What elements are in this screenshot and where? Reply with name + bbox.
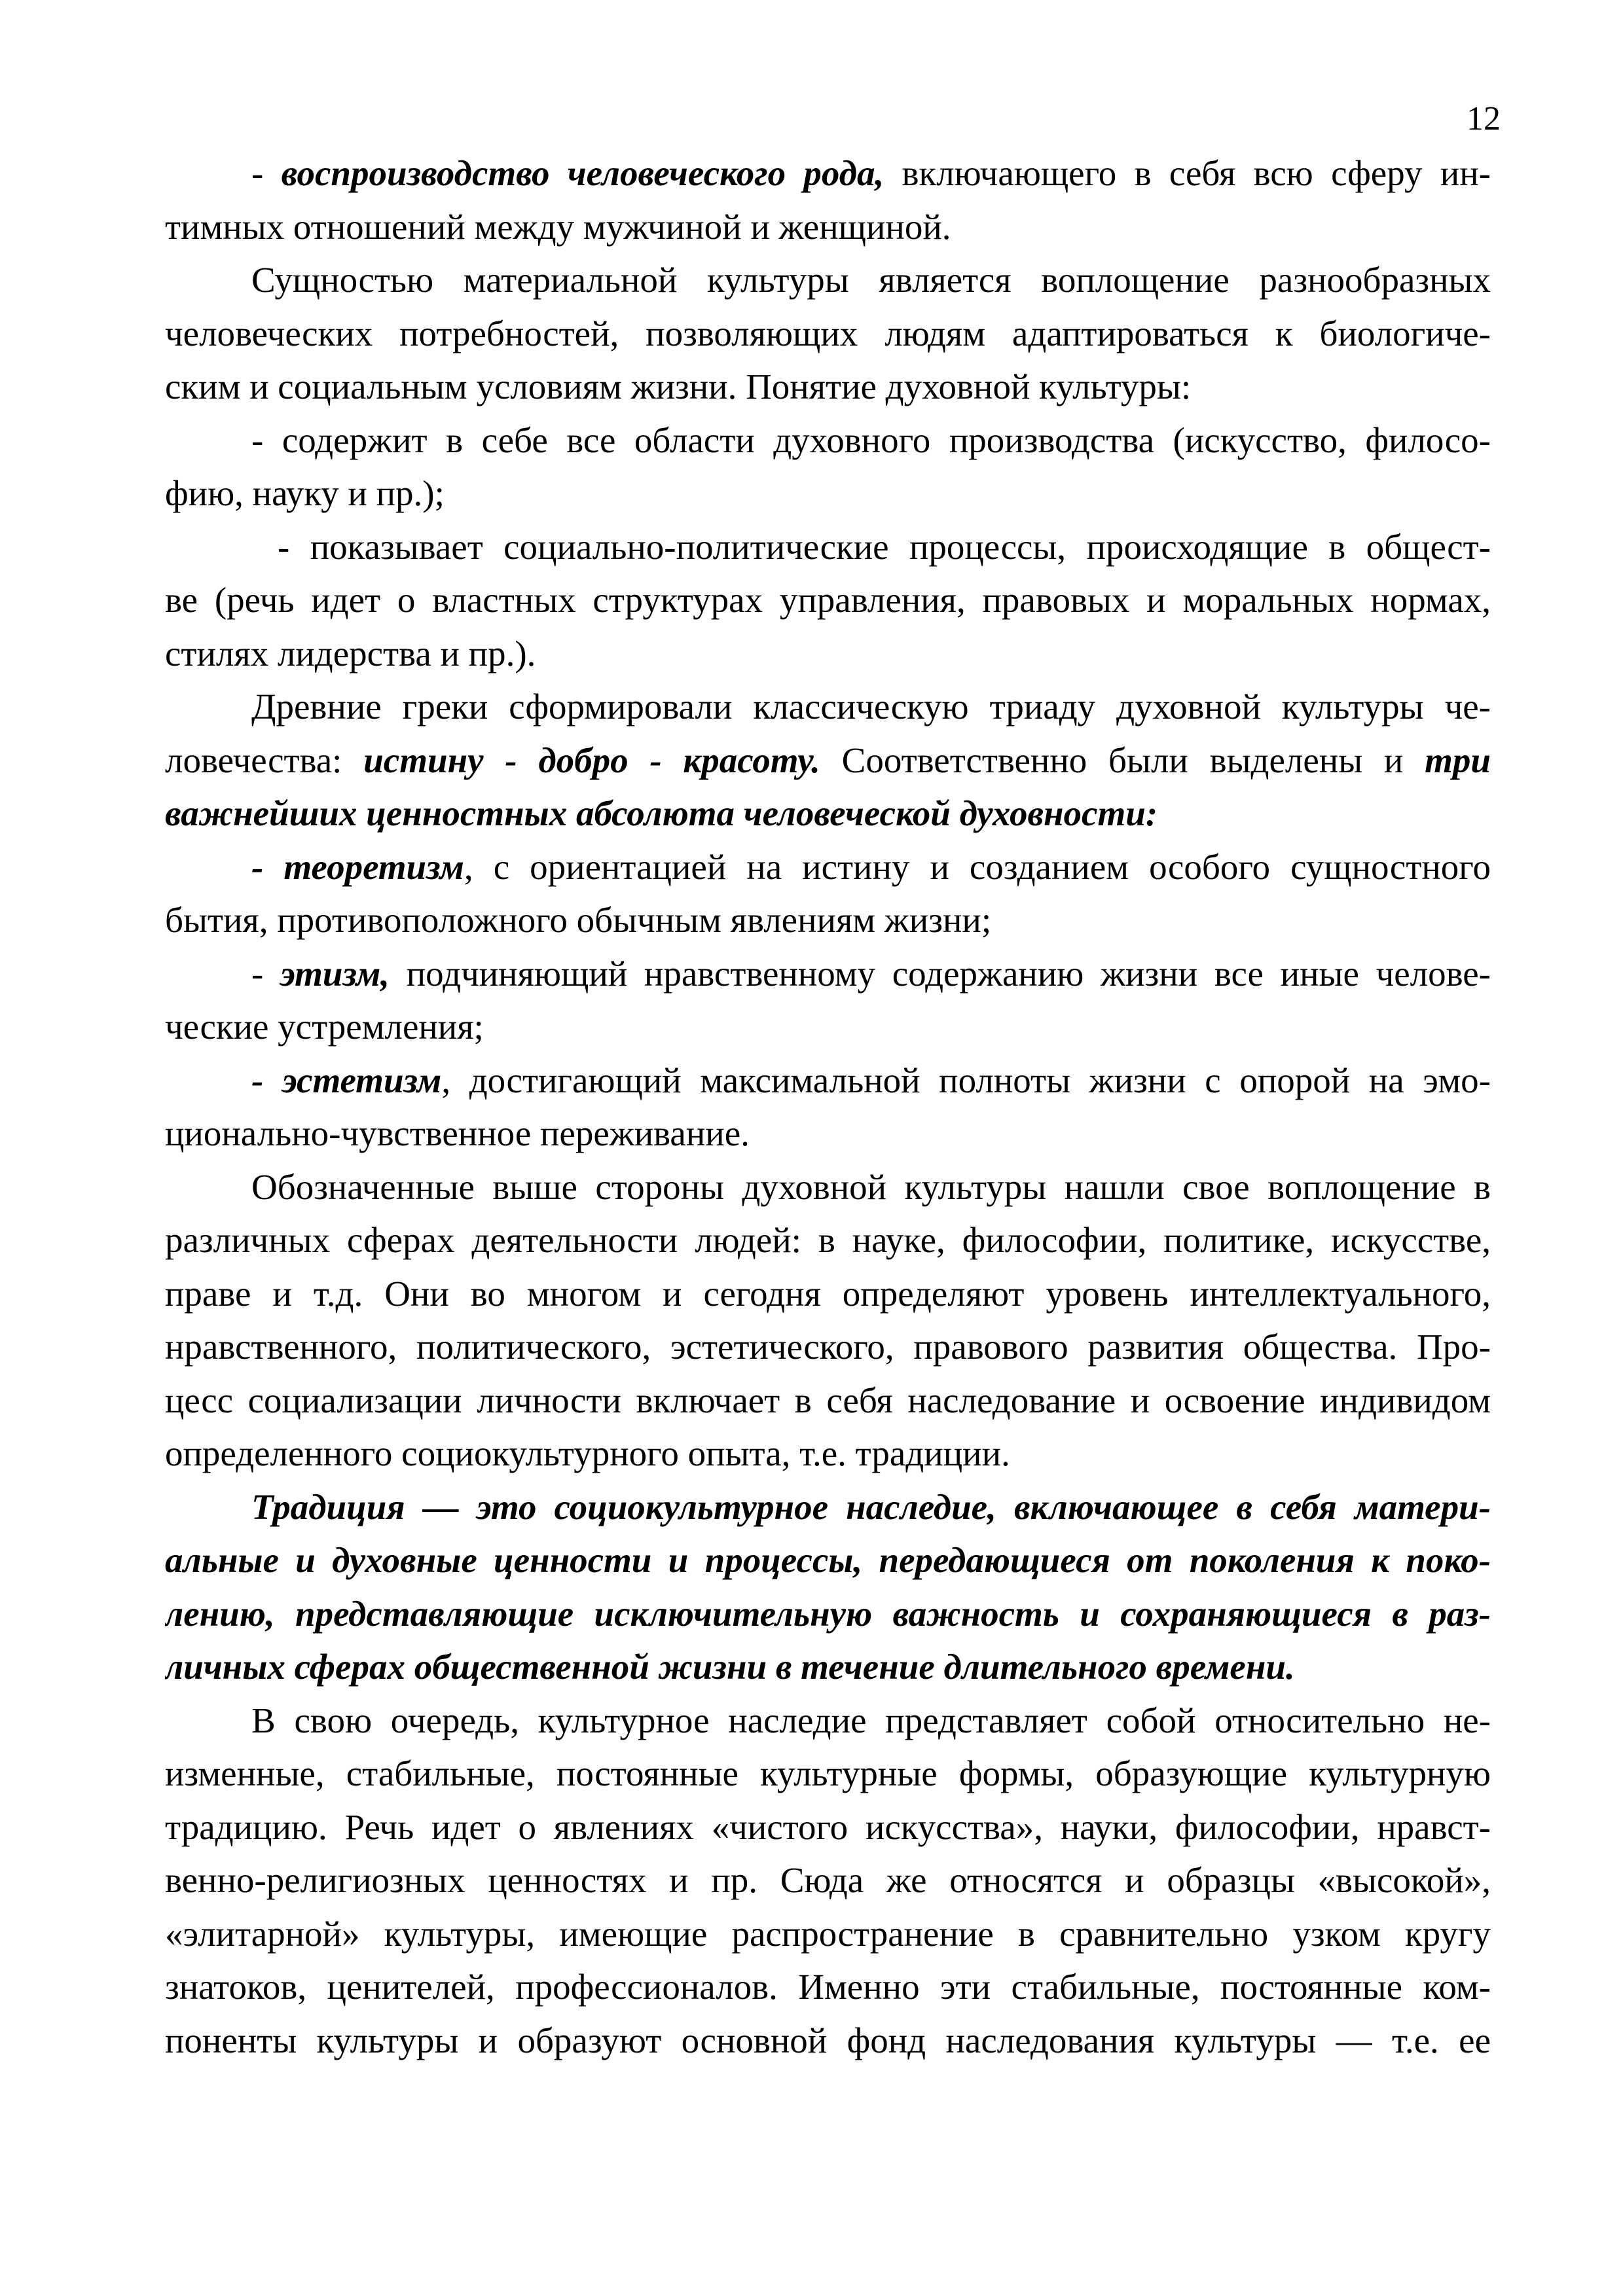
text-run: - xyxy=(251,153,282,193)
text-run: включающего в себя всю сферу ин- xyxy=(884,153,1491,193)
text-run: цесс социализации личности включает в себя наследование и освоение индивидом xyxy=(165,1380,1491,1420)
text-line xyxy=(165,1534,1491,1587)
text-run: ским и социальным условиям жизни. Понятие духовной культуры: xyxy=(165,367,1192,406)
emphasis-text: Традиция — это социокультурное наследие, включающее в себя матери- xyxy=(251,1486,1491,1527)
text-line xyxy=(165,467,1491,520)
emphasis-text: три xyxy=(1425,740,1491,780)
emphasis-text: - эстетизм xyxy=(251,1060,442,1100)
text-run: В свою очередь, культурное наследие представляет собой относительно не- xyxy=(251,1700,1491,1740)
text-run: венно-религиозных ценностях и пр. Сюда же относятся и образцы «высокой», xyxy=(165,1860,1491,1900)
text-line xyxy=(165,2014,1491,2068)
text-line xyxy=(165,1587,1491,1641)
text-run: Древние греки сформировали классическую триаду духовной культуры че- xyxy=(251,687,1491,726)
text-line xyxy=(165,947,1491,1001)
text-line xyxy=(165,1213,1491,1267)
document-body xyxy=(165,147,1491,2067)
text-line xyxy=(165,1374,1491,1427)
text-run: Обозначенные выше стороны духовной культуры нашли свое воплощение в xyxy=(251,1166,1491,1207)
text-run: различных сферах деятельности людей: в науке, философии, политике, искусстве, xyxy=(165,1220,1491,1260)
text-line xyxy=(165,1267,1491,1321)
emphasis-text: личных сферах общественной жизни в течение длительного времени. xyxy=(165,1647,1295,1687)
text-line xyxy=(165,1960,1491,2014)
text-run: нравственного, политического, эстетического, правового развития общества. Про- xyxy=(165,1327,1491,1367)
text-run: - содержит в себе все области духовного производства (искусство, филосо- xyxy=(251,420,1491,460)
text-run: ловечества: xyxy=(165,740,364,780)
text-line xyxy=(165,627,1491,681)
text-line xyxy=(165,1801,1491,1854)
text-run: , с ориентацией на истину и созданием особого сущностного xyxy=(464,846,1491,887)
text-run: изменные, стабильные, постоянные культурные формы, образующие культурную xyxy=(165,1753,1491,1793)
text-run: поненты культуры и образуют основной фонд наследования культуры — т.е. ее xyxy=(165,2020,1491,2060)
emphasis-text: истину - добро - красоту. xyxy=(363,740,820,780)
text-line xyxy=(165,840,1491,894)
text-line xyxy=(165,414,1491,467)
text-line xyxy=(165,573,1491,627)
text-run: ве (речь идет о властных структурах управления, правовых и моральных нормах, xyxy=(165,580,1491,620)
text-line xyxy=(165,1694,1491,1748)
text-run: «элитарной» культуры, имеющие распространение в сравнительно узком кругу xyxy=(165,1913,1491,1954)
text-run: знатоков, ценителей, профессионалов. Именно эти стабильные, постоянные ком- xyxy=(165,1967,1491,2007)
text-run: бытия, противоположного обычным явлениям жизни; xyxy=(165,900,992,940)
text-line xyxy=(165,1107,1491,1160)
text-line xyxy=(165,1054,1491,1107)
text-run: подчиняющий нравственному содержанию жизни все иные челове- xyxy=(390,953,1491,994)
emphasis-text: важнейших ценностных абсолюта человеческой духовности: xyxy=(165,793,1158,833)
text-run: традицию. Речь идет о явлениях «чистого искусства», науки, философии, нравст- xyxy=(165,1806,1491,1847)
text-line xyxy=(165,734,1491,787)
text-run: тимных отношений между мужчиной и женщиной. xyxy=(165,206,951,247)
text-line xyxy=(165,1160,1491,1214)
text-line xyxy=(165,307,1491,361)
text-line xyxy=(165,147,1491,200)
emphasis-text: альные и духовные ценности и процессы, передающиеся от поколения к поко- xyxy=(165,1540,1491,1580)
text-line xyxy=(165,1320,1491,1374)
text-run: Соответственно были выделены и xyxy=(820,740,1425,780)
text-line xyxy=(165,200,1491,254)
text-line xyxy=(165,1000,1491,1054)
text-line xyxy=(165,1480,1491,1534)
text-line xyxy=(165,253,1491,307)
text-line xyxy=(165,680,1491,734)
text-run: человеческих потребностей, позволяющих людям адаптироваться к биологиче- xyxy=(165,313,1491,353)
emphasis-text: лению, представляющие исключительную важность и сохраняющиеся в раз- xyxy=(165,1593,1491,1634)
text-run: стилях лидерства и пр.). xyxy=(165,633,536,673)
text-run: праве и т.д. Они во многом и сегодня определяют уровень интеллектуального, xyxy=(165,1273,1491,1314)
text-run: - показывает социально-политические процессы, происходящие в общест- xyxy=(278,526,1491,567)
text-run: Сущностью материальной культуры является воплощение разнообразных xyxy=(251,260,1491,300)
text-run: фию, науку и пр.); xyxy=(165,473,445,513)
text-line xyxy=(165,520,1491,574)
text-run: ционально-чувственное переживание. xyxy=(165,1113,750,1153)
text-run: определенного социокультурного опыта, т.е. традиции. xyxy=(165,1433,1010,1473)
text-run: ческие устремления; xyxy=(165,1007,484,1047)
text-line xyxy=(165,1427,1491,1480)
text-line xyxy=(165,360,1491,414)
text-line xyxy=(165,787,1491,840)
text-line xyxy=(165,893,1491,947)
page-number: 12 xyxy=(1467,100,1501,137)
text-run: , достигающий максимальной полноты жизни с опорой на эмо- xyxy=(441,1060,1491,1100)
text-line xyxy=(165,1854,1491,1907)
text-line xyxy=(165,1747,1491,1801)
text-line xyxy=(165,1907,1491,1961)
emphasis-text: воспроизводство человеческого рода, xyxy=(281,153,884,193)
emphasis-text: - теоретизм xyxy=(251,846,464,887)
text-line xyxy=(165,1640,1491,1694)
text-run: - xyxy=(251,953,281,994)
emphasis-text: этизм, xyxy=(280,953,390,994)
